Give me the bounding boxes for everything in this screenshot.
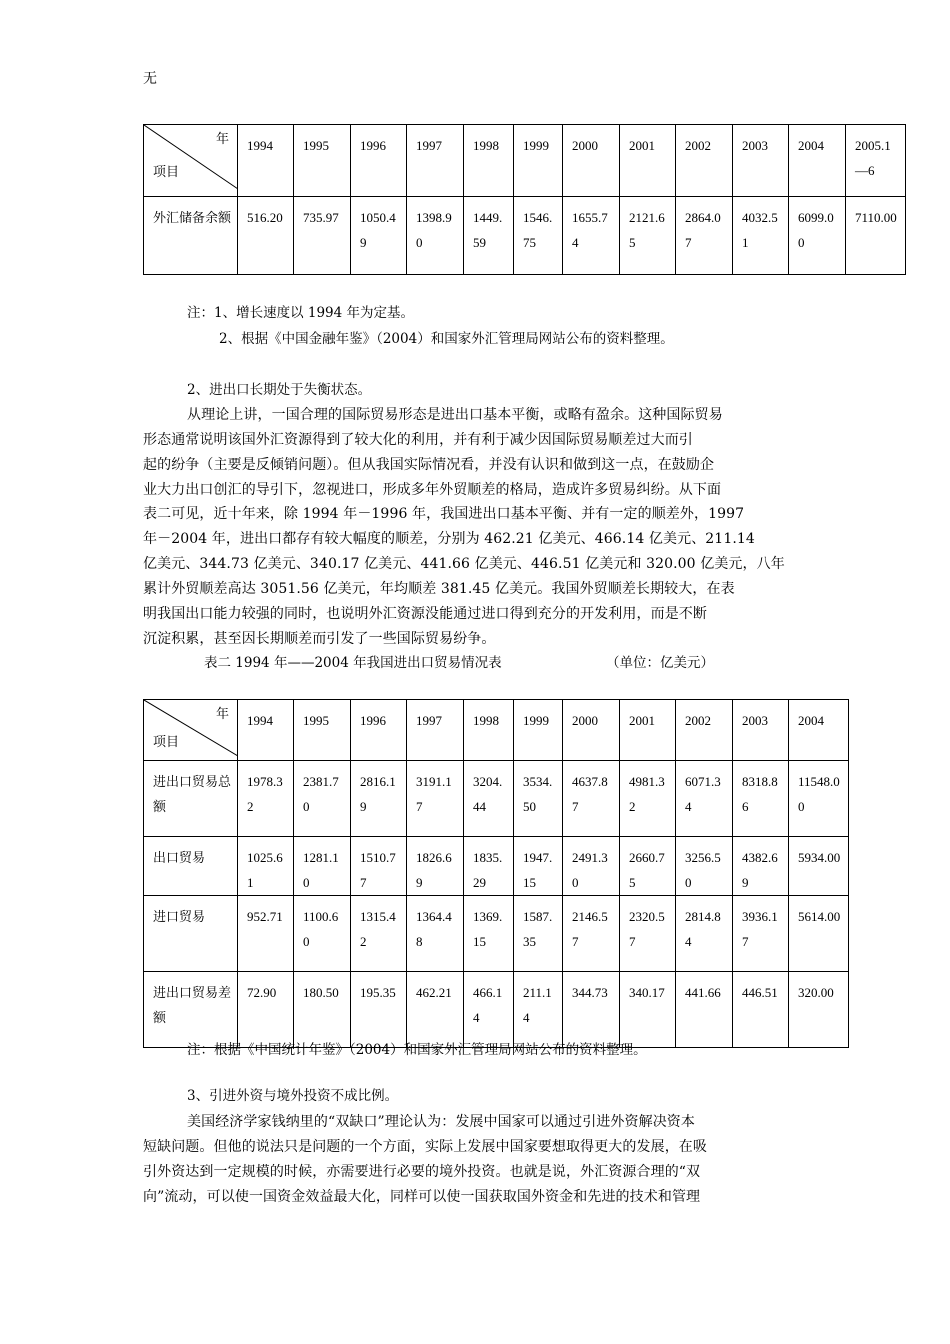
year-header-cell: 2003 <box>733 700 789 761</box>
value-cell: 4032.51 <box>733 197 789 275</box>
value-cell: 5614.00 <box>789 896 849 972</box>
year-header-cell: 1996 <box>351 700 407 761</box>
value-cell: 1510.77 <box>351 837 407 896</box>
value-cell: 3936.17 <box>733 896 789 972</box>
value-cell: 320.00 <box>789 972 849 1048</box>
value-cell: 6099.00 <box>789 197 846 275</box>
year-header-cell: 1995 <box>294 700 351 761</box>
value-cell: 8318.86 <box>733 761 789 837</box>
value-cell: 1655.74 <box>563 197 620 275</box>
section-2-title: 2、进出口长期处于失衡状态。 <box>187 382 372 398</box>
header-year-label: 年 <box>215 131 229 146</box>
paragraph-line: 短缺问题。但他的说法只是问题的一个方面，实际上发展中国家要想取得更大的发展，在吸 <box>143 1139 707 1155</box>
value-cell: 1364.48 <box>407 896 464 972</box>
value-cell: 3204.44 <box>464 761 514 837</box>
value-cell: 1315.42 <box>351 896 407 972</box>
year-header-cell: 1998 <box>464 700 514 761</box>
row-label-cell: 进口贸易 <box>144 896 238 972</box>
value-cell: 1100.60 <box>294 896 351 972</box>
table-row <box>144 896 849 972</box>
value-cell: 1369.15 <box>464 896 514 972</box>
section-3-title: 3、引进外资与境外投资不成比例。 <box>187 1088 399 1104</box>
paragraph-line: 向”流动，可以使一国资金效益最大化，同样可以使一国获取国外资金和先进的技术和管理 <box>143 1189 701 1205</box>
table-2-unit: （单位：亿美元） <box>606 655 714 671</box>
value-cell: 1050.49 <box>351 197 407 275</box>
value-cell: 340.17 <box>620 972 676 1048</box>
paragraph-line: 起的纷争（主要是反倾销问题）。但从我国实际情况看，并没有认识和做到这一点，在鼓励企 <box>143 457 715 473</box>
table-row <box>144 837 849 896</box>
value-cell: 2660.75 <box>620 837 676 896</box>
paragraph-line: 明我国出口能力较强的同时，也说明外汇资源没能通过进口得到充分的开发利用，而是不断 <box>143 606 707 622</box>
paragraph-line: 从理论上讲，一国合理的国际贸易形态是进出口基本平衡，或略有盈余。这种国际贸易 <box>187 407 723 423</box>
value-cell: 195.35 <box>351 972 407 1048</box>
year-header-cell: 1995 <box>294 125 351 197</box>
table-2-caption: 表二 1994 年——2004 年我国进出口贸易情况表 <box>204 655 502 671</box>
value-cell: 7110.00 <box>846 197 906 275</box>
year-header-cell: 2000 <box>563 700 620 761</box>
row-label-cell: 出口贸易 <box>144 837 238 896</box>
year-header-cell: 2000 <box>563 125 620 197</box>
value-cell: 2814.84 <box>676 896 733 972</box>
row-label-cell: 进出口贸易总额 <box>144 761 238 837</box>
value-cell: 2491.30 <box>563 837 620 896</box>
header-item-label: 项目 <box>153 734 180 749</box>
foreign-reserve-table <box>143 124 906 275</box>
value-cell: 5934.00 <box>789 837 849 896</box>
value-cell: 344.73 <box>563 972 620 1048</box>
value-cell: 462.21 <box>407 972 464 1048</box>
year-header-cell: 1994 <box>238 125 294 197</box>
top-text-fragment: 无 <box>143 71 157 87</box>
value-cell: 4637.87 <box>563 761 620 837</box>
row-label-cell: 进出口贸易差额 <box>144 972 238 1048</box>
paragraph-line: 表二可见，近十年来，除 1994 年－1996 年，我国进出口基本平衡、并有一定的顺差外，1997 <box>143 506 745 522</box>
year-header-cell: 2004 <box>789 125 846 197</box>
value-cell: 4981.32 <box>620 761 676 837</box>
paragraph-line: 引外资达到一定规模的时候，亦需要进行必要的境外投资。也就是说，外汇资源合理的“双 <box>143 1164 701 1180</box>
note-2: 注：根据《中国统计年鉴》（2004）和国家外汇管理局网站公布的资料整理。 <box>187 1042 647 1058</box>
table-row <box>144 197 906 275</box>
table-header-row <box>144 125 906 197</box>
value-cell: 1978.32 <box>238 761 294 837</box>
year-header-cell: 2002 <box>676 700 733 761</box>
note-1-line-2: 2、根据《中国金融年鉴》（2004）和国家外汇管理局网站公布的资料整理。 <box>219 331 674 347</box>
value-cell: 11548.00 <box>789 761 849 837</box>
note-1-line-1: 注：1、增长速度以 1994 年为定基。 <box>187 305 415 321</box>
paragraph-line: 沉淀积累，甚至因长期顺差而引发了一些国际贸易纷争。 <box>143 631 496 647</box>
value-cell: 1546.75 <box>514 197 563 275</box>
value-cell: 1947.15 <box>514 837 563 896</box>
table-row <box>144 761 849 837</box>
header-year-label: 年 <box>215 706 229 721</box>
year-header-cell: 2002 <box>676 125 733 197</box>
value-cell: 180.50 <box>294 972 351 1048</box>
value-cell: 4382.69 <box>733 837 789 896</box>
value-cell: 1449.59 <box>464 197 514 275</box>
value-cell: 2121.65 <box>620 197 676 275</box>
value-cell: 446.51 <box>733 972 789 1048</box>
paragraph-line: 亿美元、344.73 亿美元、340.17 亿美元、441.66 亿美元、446.51 亿美元和 320.00 亿美元，八年 <box>143 556 785 572</box>
year-header-cell: 2004 <box>789 700 849 761</box>
value-cell: 3256.50 <box>676 837 733 896</box>
year-header-cell: 1996 <box>351 125 407 197</box>
value-cell: 1835.29 <box>464 837 514 896</box>
diagonal-header-cell <box>144 125 238 197</box>
year-header-cell: 2005.1—6 <box>846 125 906 197</box>
value-cell: 72.90 <box>238 972 294 1048</box>
paragraph-line: 美国经济学家钱纳里的“双缺口”理论认为：发展中国家可以通过引进外资解决资本 <box>187 1114 696 1130</box>
value-cell: 1587.35 <box>514 896 563 972</box>
value-cell: 6071.34 <box>676 761 733 837</box>
trade-table <box>143 699 849 1048</box>
paragraph-line: 形态通常说明该国外汇资源得到了较大化的利用，并有利于减少因国际贸易顺差过大而引 <box>143 432 693 448</box>
year-header-cell: 2001 <box>620 700 676 761</box>
year-header-cell: 1999 <box>514 700 563 761</box>
value-cell: 441.66 <box>676 972 733 1048</box>
value-cell: 735.97 <box>294 197 351 275</box>
diagonal-header-cell <box>144 700 238 761</box>
value-cell: 1398.90 <box>407 197 464 275</box>
value-cell: 2320.57 <box>620 896 676 972</box>
value-cell: 1025.61 <box>238 837 294 896</box>
value-cell: 211.14 <box>514 972 563 1048</box>
year-header-cell: 1998 <box>464 125 514 197</box>
value-cell: 2381.70 <box>294 761 351 837</box>
value-cell: 466.14 <box>464 972 514 1048</box>
year-header-cell: 1994 <box>238 700 294 761</box>
paragraph-line: 年－2004 年，进出口都存有较大幅度的顺差，分别为 462.21 亿美元、466.14 亿美元、211.14 <box>143 531 755 547</box>
value-cell: 1826.69 <box>407 837 464 896</box>
value-cell: 2146.57 <box>563 896 620 972</box>
year-header-cell: 2001 <box>620 125 676 197</box>
year-header-cell: 1999 <box>514 125 563 197</box>
paragraph-line: 累计外贸顺差高达 3051.56 亿美元，年均顺差 381.45 亿美元。我国外贸顺差长期较大，在表 <box>143 581 735 597</box>
value-cell: 2864.07 <box>676 197 733 275</box>
value-cell: 3534.50 <box>514 761 563 837</box>
value-cell: 516.20 <box>238 197 294 275</box>
year-header-cell: 2003 <box>733 125 789 197</box>
value-cell: 2816.19 <box>351 761 407 837</box>
table-row <box>144 972 849 1048</box>
paragraph-line: 业大力出口创汇的导引下，忽视进口，形成多年外贸顺差的格局，造成许多贸易纠纷。从下面 <box>143 482 722 498</box>
table-header-row <box>144 700 849 761</box>
year-header-cell: 1997 <box>407 125 464 197</box>
value-cell: 1281.10 <box>294 837 351 896</box>
row-label-cell: 外汇储备余额 <box>144 197 238 275</box>
header-item-label: 项目 <box>153 164 180 179</box>
value-cell: 3191.17 <box>407 761 464 837</box>
year-header-cell: 1997 <box>407 700 464 761</box>
value-cell: 952.71 <box>238 896 294 972</box>
